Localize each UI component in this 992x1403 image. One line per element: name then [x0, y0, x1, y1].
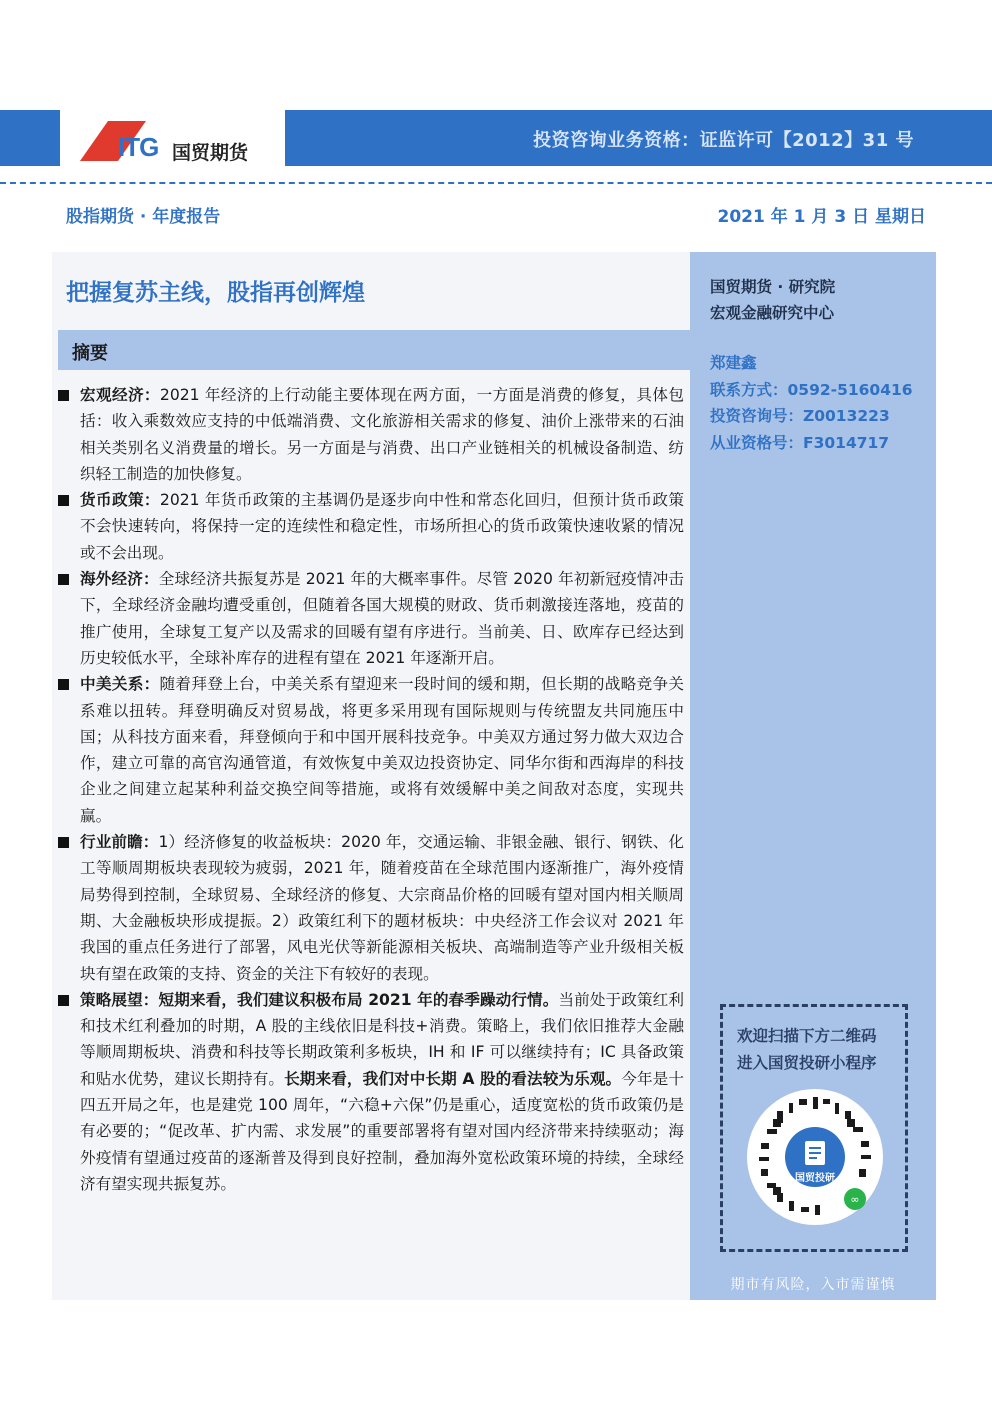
- paragraph-lead: 宏观经济：: [80, 386, 160, 404]
- risk-notice: 期市有风险，入市需谨慎: [730, 1277, 896, 1293]
- header-divider: [0, 182, 992, 184]
- summary-paragraph-overseas: [56, 566, 684, 671]
- paragraph-text: 全球经济共振复苏是 2021 年的大概率事件。尽管 2020 年初新冠疫情冲击下，全球经济金融均遭受重创，但随着各国大规模的财政、货币刺激接连落地，疫苗的推广使用，全球复工复产以及需求的回暖有望有序进行。当前美、日、欧库存已经达到历史较低水平，全球补库存的进程有望在 2021 年逐渐开启。: [80, 570, 684, 667]
- author-qualification-number: 从业资格号：F3014717: [710, 433, 890, 452]
- qr-code-icon: [747, 1089, 883, 1225]
- research-center: 宏观金融研究中心: [710, 304, 835, 322]
- paragraph-text: 2021 年货币政策的主基调仍是逐步向中性和常态化回归，但预计货币政策不会快速转向，将保持一定的连续性和稳定性，市场所担心的货币政策快速收紧的情况或不会出现。: [80, 491, 684, 562]
- square-bullet-icon: [58, 495, 69, 506]
- paragraph-lead: 货币政策：: [80, 491, 160, 510]
- paragraph-text: 今年是十四五开局之年，也是建党 100 周年，“六稳+六保”仍是重心，适度宽松的货币政策仍是有必要的；“促改革、扩内需、求发展”的重要部署将有望对国内经济带来持续驱动；海外疫情有望通过疫苗的逐渐普及得到良好控制，叠加海外宽松政策环境的持续，全球经济有望实现共振复苏。: [80, 1069, 684, 1193]
- header-band-left: [0, 110, 60, 166]
- svg-text:∞: ∞: [850, 1193, 860, 1206]
- square-bullet-icon: [58, 995, 69, 1006]
- report-date: 2021 年 1 月 3 日 星期日: [717, 207, 926, 227]
- summary-paragraph-sino-us: [56, 671, 684, 829]
- side-panel: [690, 252, 936, 1300]
- institute-info: [710, 274, 835, 326]
- author-contact: 联系方式：0592-5160416: [710, 380, 913, 399]
- paragraph-emphasis: 短期来看，我们建议积极布局 2021 年的春季躁动行情。: [158, 990, 559, 1009]
- report-type: 股指期货 · 年度报告: [66, 207, 221, 227]
- summary-header: [58, 330, 690, 370]
- itg-logo: [74, 118, 274, 164]
- paragraph-text: 2021 年经济的上行动能主要体现在两方面，一方面是消费的修复，具体包括：收入乘数效应支持的中低端消费、文化旅游相关需求的修复、油价上涨带来的石油相关类别名义消费量的增长。另一方面是与消费、出口产业链相关的机械设备制造、纺织轻工制造的加快修复。: [80, 386, 684, 483]
- paragraph-text: 随着拜登上台，中美关系有望迎来一段时间的缓和期，但长期的战略竞争关系难以扭转。拜登明确反对贸易战，将更多采用现有国际规则与传统盟友共同施压中国；从科技方面来看，拜登倾向于和中国开展科技竞争。中美双方通过努力做大双边合作，建立可靠的高官沟通管道，有效恢复中美双边投资协定、同华尔街和西海岸的科技企业之间建立起某种利益交换空间等措施，或将有效缓解中美之间敌对态度，实现共赢。: [80, 675, 684, 825]
- paragraph-lead: 策略展望：: [80, 990, 159, 1009]
- summary-paragraph-industry: [56, 829, 684, 987]
- paragraph-text: 1）经济修复的收益板块：2020 年，交通运输、非银金融、银行、钢铁、化工等顺周期板块表现较为疲弱，2021 年，随着疫苗在全球范围内逐渐推广，海外疫情局势得到控制，全球贸易、全球经济的修复、大宗商品价格的回暖有望对国内相关顺周期、大金融板块形成提振。2）政策红利下的题材板块：中央经济工作会议对 2021 年我国的重点任务进行了部署，风电光伏等新能源相关板块、高端制造等产业升级相关板块有望在政策的支持、资金的关注下有较好的表现。: [80, 833, 684, 983]
- summary-paragraph-strategy: [56, 987, 684, 1197]
- logo-company-name: 国贸期货: [172, 142, 249, 164]
- square-bullet-icon: [58, 390, 69, 401]
- qualification-text: 投资咨询业务资格：证监许可【2012】31 号: [533, 130, 914, 151]
- paragraph-text: 当前处于政策红利和技术红利叠加的时期，A 股的主线依旧是科技+消费。策略上，我们依旧推荐大金融等顺周期板块、消费和科技等长期政策利多板块，IH 和 IF 可以继续持有；IC 具备政策和贴水优势，建议长期持有。: [80, 990, 684, 1088]
- summary-content: [56, 382, 684, 1197]
- logo-text: ITG: [118, 132, 159, 162]
- author-name: 郑建鑫: [710, 354, 757, 372]
- square-bullet-icon: [58, 574, 69, 585]
- square-bullet-icon: [58, 837, 69, 848]
- report-title: 把握复苏主线，股指再创辉煌: [66, 280, 365, 306]
- square-bullet-icon: [58, 679, 69, 690]
- summary-label: 摘要: [72, 343, 108, 364]
- qr-code-box: [720, 1004, 908, 1252]
- qr-text-line1: 欢迎扫描下方二维码: [737, 1027, 877, 1045]
- main-panel: [52, 252, 690, 1300]
- author-info: [710, 350, 913, 456]
- paragraph-lead: 行业前瞻：: [80, 833, 159, 852]
- author-consult-number: 投资咨询号：Z0013223: [710, 407, 890, 425]
- paragraph-lead: 海外经济：: [80, 570, 159, 589]
- institute-name: 国贸期货 · 研究院: [710, 278, 836, 296]
- paragraph-lead: 中美关系：: [80, 675, 160, 694]
- summary-paragraph-monetary: [56, 487, 684, 566]
- summary-paragraph-macro: [56, 382, 684, 487]
- mini-program-qr-code[interactable]: [747, 1089, 883, 1225]
- qr-center-label: 国贸投研: [795, 1173, 835, 1184]
- qr-text-line2: 进入国贸投研小程序: [737, 1054, 877, 1072]
- qr-instructions: [737, 1023, 877, 1077]
- paragraph-emphasis: 长期来看，我们对中长期 A 股的看法较为乐观。: [284, 1069, 622, 1088]
- header-band: [285, 110, 992, 166]
